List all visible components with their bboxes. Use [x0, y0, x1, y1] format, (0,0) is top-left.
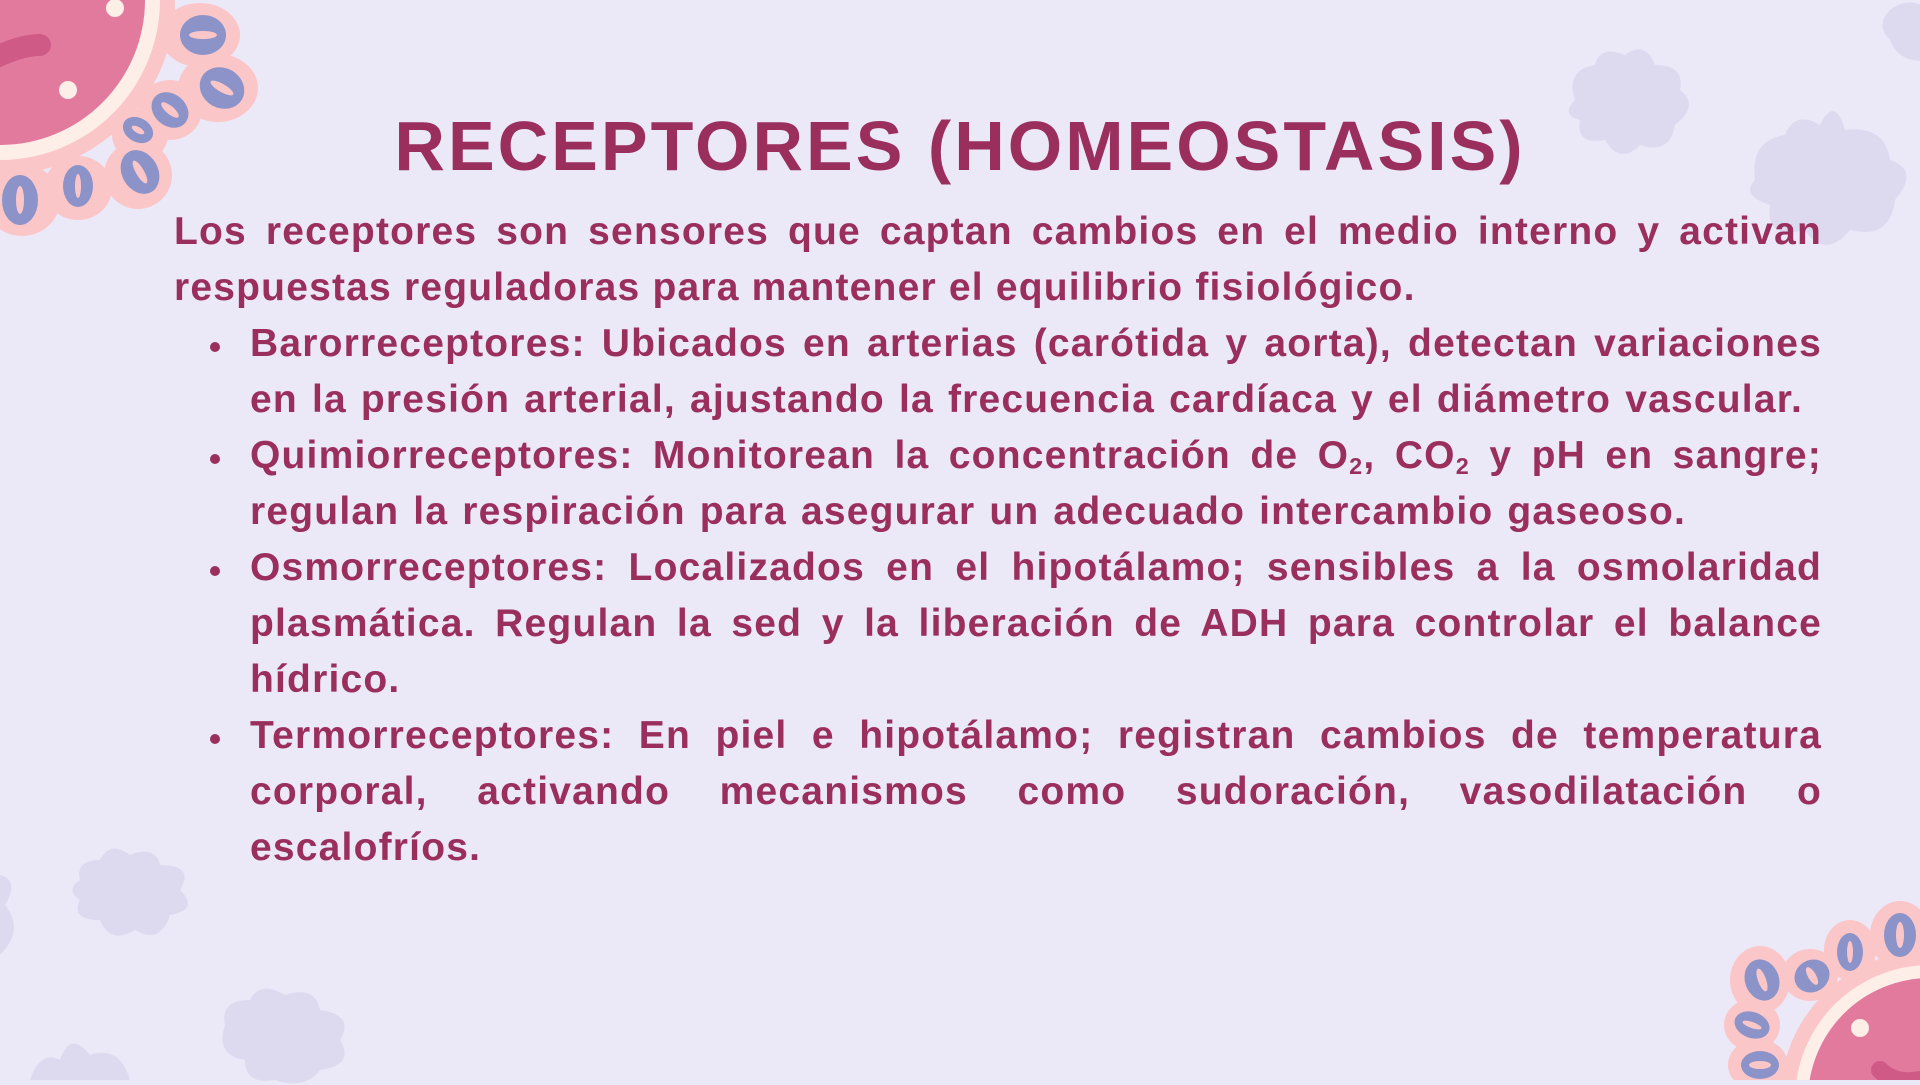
bullet-text: Ubicados en arterias (carótida y aorta), detectan variaciones en la presión arterial, ajustando la frecuencia cardíaca y el diámetro vascular. — [250, 322, 1822, 421]
bullet-text: , CO — [1363, 434, 1456, 477]
bullet-text: y pH en sangre; regulan la respiración para asegurar un adecuado intercambio gaseoso. — [250, 434, 1822, 533]
slide-body — [174, 204, 1822, 876]
ghost-cell-icon — [1870, 0, 1920, 70]
subscript: 2 — [1455, 452, 1470, 479]
list-item-osmorreceptores — [250, 540, 1822, 708]
slide-title: RECEPTORES (HOMEOSTASIS) — [394, 107, 1526, 185]
list-item-barorreceptores — [250, 316, 1822, 428]
bullet-term: Barorreceptores: — [250, 322, 586, 365]
list-item-termorreceptores — [250, 708, 1822, 876]
intro-paragraph: Los receptores son sensores que captan cambios en el medio interno y activan respuestas reguladoras para mantener el equilibrio fisiológico. — [174, 210, 1822, 309]
bullet-term: Osmorreceptores: — [250, 546, 608, 589]
bullet-text: Localizados en el hipotálamo; sensibles a la osmolaridad plasmática. Regulan la sed y la liberación de ADH para controlar el balance hídrico. — [250, 546, 1822, 701]
ghost-cell-icon — [0, 870, 30, 960]
pink-cell-bottom-right-icon — [1720, 900, 1920, 1080]
ghost-cell-icon — [205, 975, 365, 1085]
receptor-list — [174, 316, 1822, 876]
bullet-term: Termorreceptores: — [250, 714, 615, 757]
list-item-quimiorreceptores — [250, 428, 1822, 540]
bullet-text: En piel e hipotálamo; registran cambios de temperatura corporal, activando mecanismos como sudoración, vasodilatación o escalofríos. — [250, 714, 1822, 869]
ghost-cell-icon — [20, 1030, 140, 1080]
bullet-term: Quimiorreceptores: — [250, 434, 634, 477]
bullet-text: Monitorean la concentración de O — [652, 434, 1350, 477]
subscript: 2 — [1349, 452, 1364, 479]
